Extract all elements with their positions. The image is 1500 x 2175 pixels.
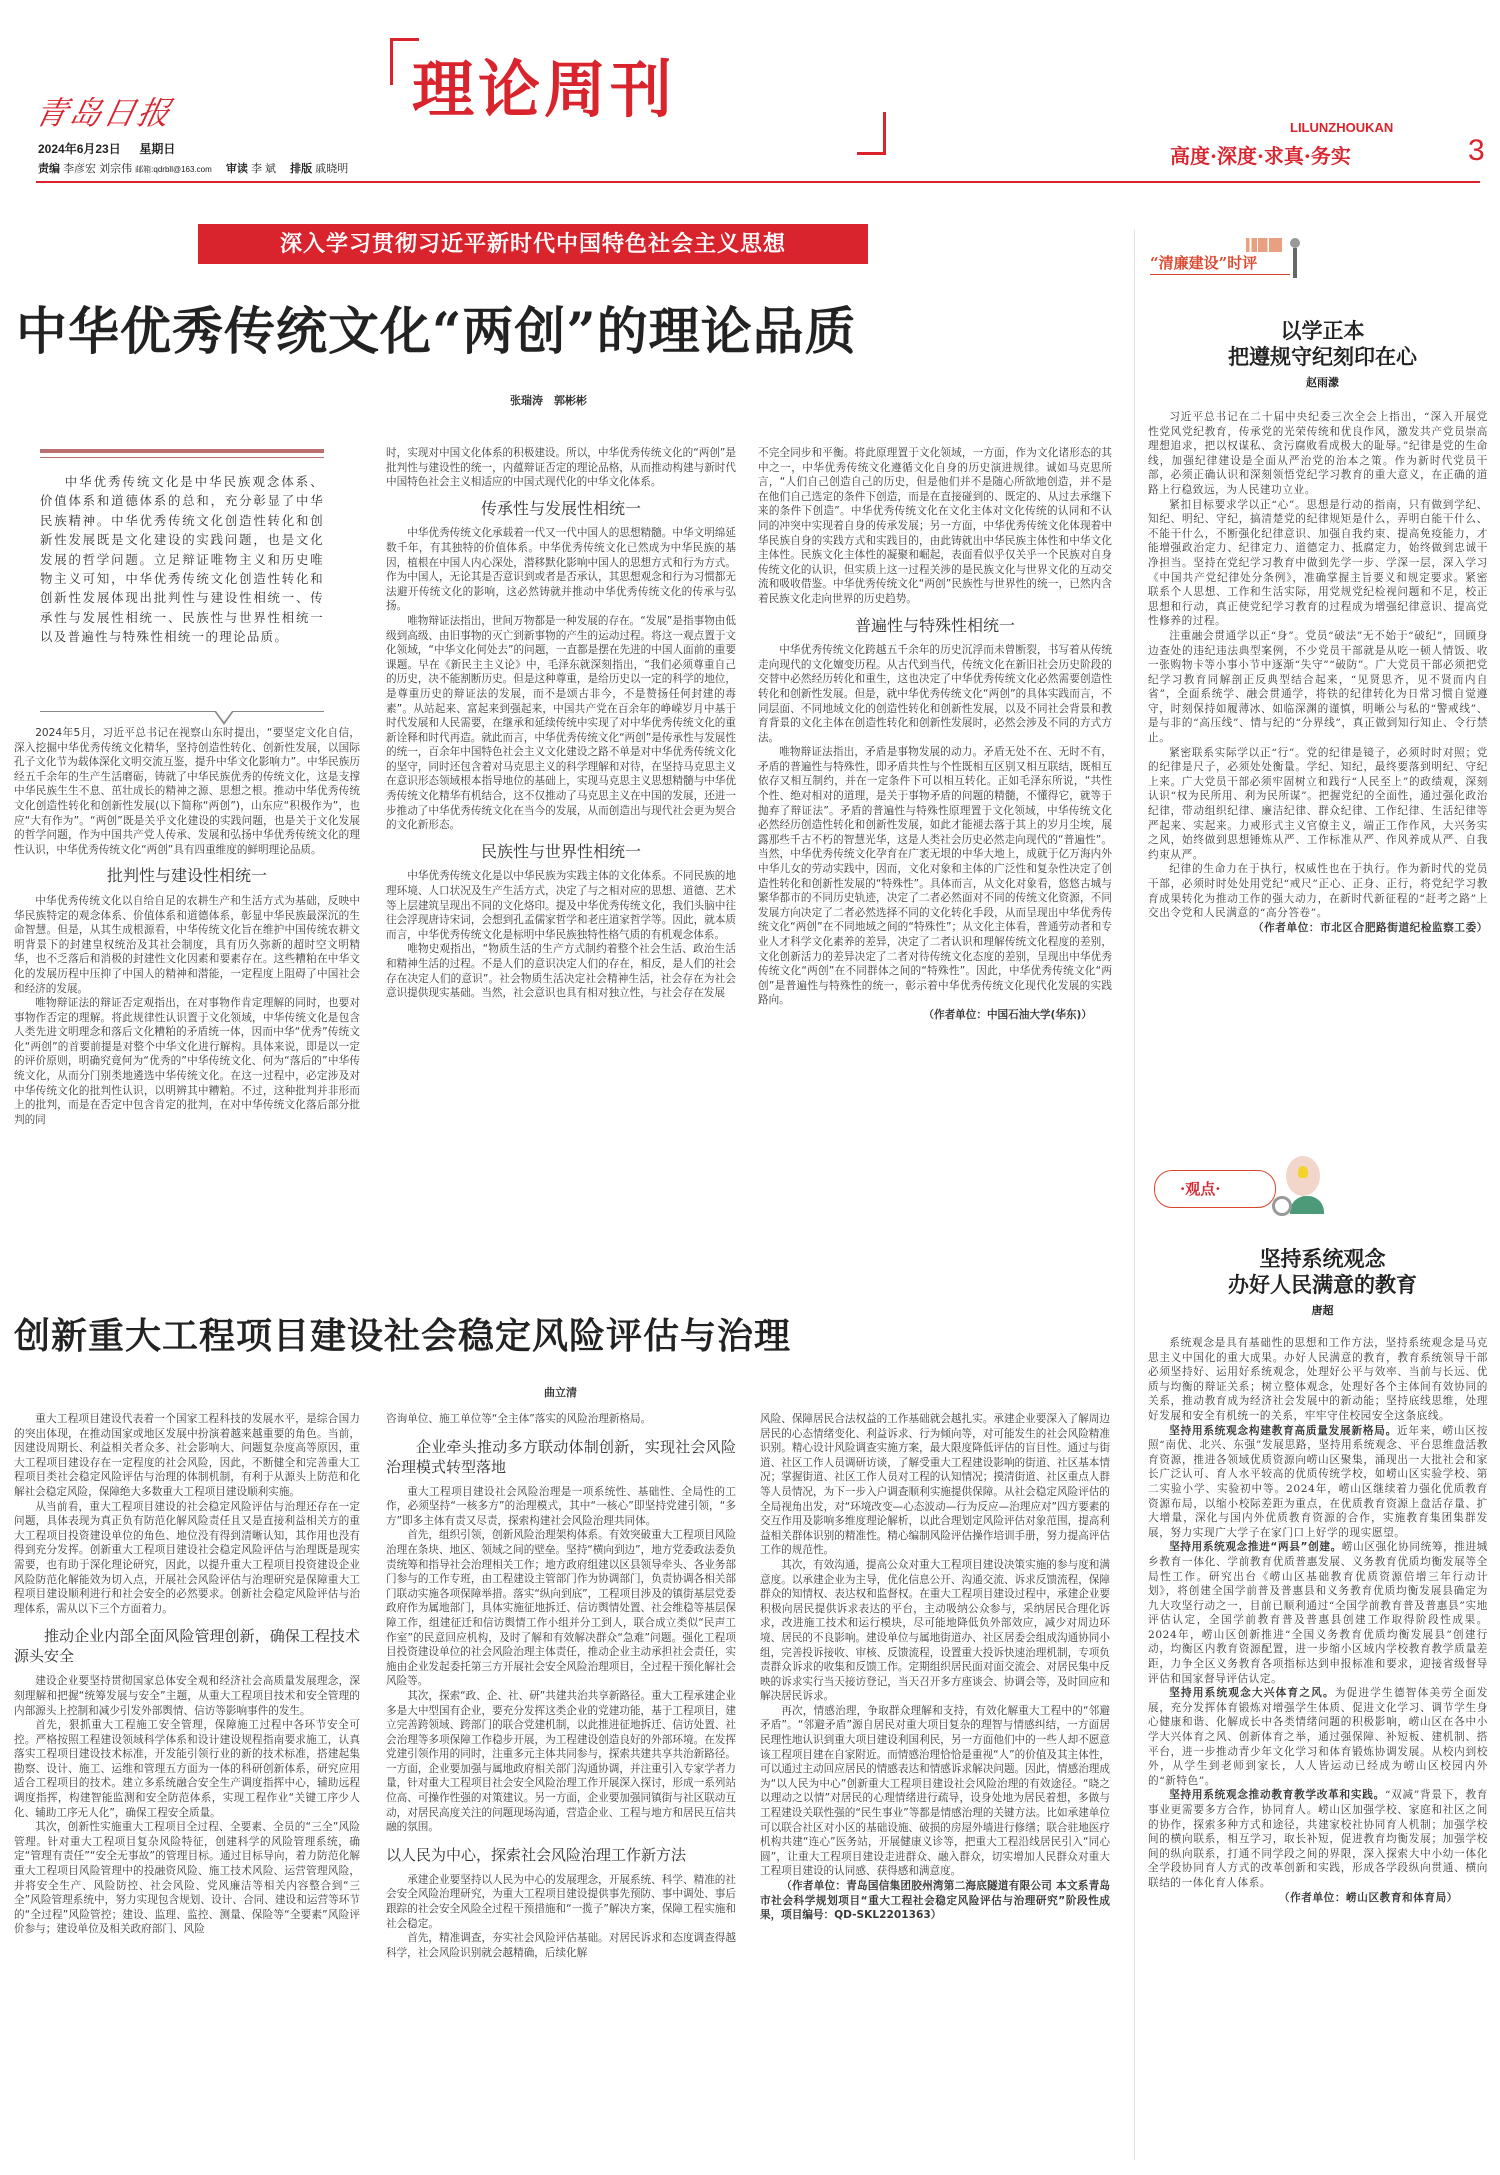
article1-column-1	[14, 726, 360, 1278]
article1-subheading-2: 传承性与发展性相统一	[480, 498, 641, 518]
article1-paragraph: 中华优秀传统文化承载着一代又一代中国人的思想精髓。中华文明绵延数千年，有其独特的价值体系。中华优秀传统文化已然成为中华民族的基因，植根在中国人内心深处，潜移默化影响中国人的思想方式和行为方式。作为中国人，无论其是否意识到或者是否承认，其思想观念和行为习惯都无法避开传统文化的影响，这必然铸就并推动中华优秀传统文化的传承与弘扬。	[386, 527, 736, 613]
sidebar1-paragraph: 紧扣目标要求学以正“心”。思想是行动的指南，只有做到学纪、知纪、明纪、守纪，搞清楚党的纪律规矩是什么，弄明白能干什么、不能干什么，不断强化纪律意识、加强自我约束、提高免疫能力，才能增强政治定力、纪律定力、道德定力、抵腐定力，始终做到忠诚干净担当。坚持在党纪学习教育中做到先学一步、学深一层，深入学习《中国共产党纪律处分条例》，准确掌握主旨要义和规定要求。紧密联系个人思想、工作和生活实际，用党规党纪检视问题和不足，校正思想和行动，真正使党纪学习教育的过程成为增强纪律意识、提高党性修养的过程。	[1148, 498, 1488, 628]
section-pinyin: LILUNZHOUKAN	[1290, 120, 1394, 135]
article2-paragraph: 首先，组织引领，创新风险治理架构体系。有效突破重大工程项目风险治理在条块、地区、领域之间的壁垒。坚持“横向到边”，地方党委政法委负责统筹和指导社会治理相关工作；地方政府组建以区县领导牵头、各业务部门参与的工作专班，由工程建设主管部门作为协调部门，负责协调各相关部门联动实施各项保障举措。落实“纵向到底”，工程项目涉及的镇街基层党委政府作为属地部门，具体实施征地拆迁、信访舆情处置、社会维稳等基层保障工作，组建征迁和信访舆情工作小组并分工到人，联合成立类似“民声工作室”的民意回应机构，及时了解和有效解决群众“急难”问题。强化工程项目投资建设单位的社会风险治理主体责任，推动企业主动承担社会责任，实施由企业发起委托第三方开展社会安全风险治理项目，全过程干预化解社会风险等。	[386, 1529, 736, 1688]
sidebar1-title-line2: 把遵规守纪刻印在心	[1228, 344, 1417, 369]
sidebar2-author: 唐超	[1311, 1304, 1334, 1317]
section-slogan: 高度·深度·求真·务实	[1170, 144, 1351, 168]
sidebar1-title-line1: 以学正本	[1280, 318, 1365, 343]
sidebar2-item-lead: 坚持用系统观念推动教育教学改革和实践。	[1169, 1789, 1385, 1802]
article2-paragraph: 重大工程项目建设社会风险治理是一项系统性、基础性、全局性的工作，必须坚持“一核多方”的治理模式，其中“一核心”即坚持党建引领，“多方”即多主体有责又尽责，探索构建社会风险治理共同体。	[386, 1485, 736, 1527]
issue-date-line	[38, 140, 175, 157]
sidebar2-column-tag	[1154, 1156, 1324, 1216]
column-divider	[1134, 230, 1135, 2160]
article2-column-2	[386, 1412, 736, 2170]
sidebar2-tag-text: ·观点·	[1180, 1180, 1221, 1198]
article1-paragraph: 唯物辩证法指出，世间万物都是一种发展的存在。“发展”是指事物由低级到高级、由旧事物的灭亡到新事物的产生的运动过程。将这一观点置于文化领域，“中华文化何处去”的问题，一直都是摆在先进的中国人面前的重要课题。早在《新民主主义论》中，毛泽东就深刻指出，“我们必须尊重自己的历史，决不能割断历史。但是这种尊重，是给历史以一定的科学的地位，是尊重历史的辩证法的发展，而不是颂古非今，不是赞扬任何封建的毒素”。从站起来、富起来到强起来，中国共产党在百余年的峥嵘岁月中基于时代发展和人民需要，在继承和延续传统中实现了对中华优秀传统文化的重新诠释和时代再造。就此而言，中华优秀传统文化“两创”是传承性与发展性的统一，百余年中国特色社会主义文化建设之路不单是对中华优秀传统文化的坚守，同时还包含着对马克思主义的科学理解和对待，在坚持马克思主义在意识形态领域根本指导地位的基础上，实现马克思主义思想精髓与中华优秀传统文化精华有机结合，这不仅推动了马克思主义在中国的发展，还进一步推动了中华优秀传统文化在当今的发展，从而创造出与现代社会更为契合的文化新形态。	[386, 614, 736, 832]
sidebar2-item-text: 近年来，崂山区按照“南优、北兴、东强”发展思路，坚持用系统观念、平台思维盘活教育资源，推进各领域优质资源向崂山区聚集，涌现出一大批社会和家长广泛认可、育人水平较高的优质传统学校，如崂山区实验学校、第二实验小学、实验初中等。2024年，崂山区继续着力强化优质教育资源布局，以缩小校际差距为重点，在优质教育资源上盘活存量、扩大增量，深化与国内外优质教育资源的合作，实施教育集团集群发展，努力实现广大学子在家门口上好学的现实愿望。	[1148, 1424, 1488, 1539]
sidebar1-paragraph: 紧密联系实际学以正“行”。党的纪律是镜子，必须时时对照；党的纪律是尺子，必须处处衡量。学纪、知纪，最终要落到明纪、守纪上来。广大党员干部必须牢固树立和践行“人民至上”的政绩观，深刻认识“权为民所用、利为民所谋”。把握党纪的全面性，通过强化政治纪律，带动组织纪律、廉洁纪律、群众纪律、工作纪律、生活纪律等严起来、实起来。力戒形式主义官僚主义，端正工作作风，大兴务实之风，始终做到思想锤炼从严、工作标准从严、作风养成从严、自我约束从严。	[1148, 746, 1488, 861]
sidebar1-paragraph: 习近平总书记在二十届中央纪委三次全会上指出，“深入开展党性党风党纪教育，传承党的光荣传统和优良作风，激发共产党员崇高理想追求，把以权谋私、贪污腐败看成极大的耻辱。”纪律是党的生命线，加强纪律建设是全面从严治党的治本之策。作为新时代党员干部，必须正确认识和深刻领悟党纪学习教育的重大意义，在正确的道路上行稳致远，为人民建功立业。	[1148, 411, 1488, 496]
sidebar1-title	[1150, 318, 1495, 390]
editors-label: 责编	[38, 163, 60, 175]
sidebar1-paragraph: 注重融会贯通学以正“身”。党员“破法”无不始于“破纪”，回顾身边查处的违纪违法典型案例，不少党员干部就是从吃一顿人情饭、收一张购物卡等小事小节中逐渐“失守”“破防”。广大党员干部必须把党纪学习教育同解剖正反典型结合起来，“见贤思齐，见不贤而内自省”，全面系统学、融会贯通学，将铁的纪律转化为日常习惯自觉遵守，时刻保持如履薄冰、如临深渊的谨慎，明晰公与私的“警戒线”、是与非的“高压线”、情与纪的“分界线”，真正做到知行知止、令行禁止。	[1148, 629, 1488, 745]
proof-name: 李 斌	[250, 163, 277, 175]
article1-paragraph: 唯物辩证法指出，矛盾是事物发展的动力。矛盾无处不在、无时不有，矛盾的普遍性与特殊性，即矛盾共性与个性既相互区别又相互联结，既相互依存又相互制约，并在一定条件下可以相互转化。正如毛泽东所说，“共性个性、绝对相对的道理，是关于事物矛盾的问题的精髓，不懂得它，就等于抛弃了辩证法”。矛盾的普遍性与特殊性原理置于文化领域，中华传统文化必然经历创造性转化和创新性发展，如此才能褪去落于其上的岁月尘埃，展露那些千古不朽的智慧光华，这是人类社会历史必然走向现代的“普遍性”。当然，中华优秀传统文化孕育在广袤无垠的中华大地上，成就于亿万海内外中华儿女的劳动实践中，因而，文化对象和主体的广泛性和复杂性决定了创造性转化和创新性发展的“特殊性”。具体而言，从文化对象看，悠悠古城与繁华都市的不同历史轨迹，决定了二者必然面对不同的传统文化资源，不同发展方向决定了二者必然选择不同的文化转化手段，从而呈现出中华优秀传统文化“两创”在不同地域之间的“特殊性”；从文化主体看，普通劳动者和专业人才科学文化素养的差异，决定了二者认识和理解传统文化程度的差别，文化创新活力的差异决定了二者对待传统文化态度的差别，呈现出中华优秀传统文化“两创”在不同群体之间的“特殊性”。因此，中华优秀传统文化“两创”是普遍性与特殊性的统一，彰示着中华优秀传统文化现代化发展的实践路向。	[758, 746, 1112, 1007]
article2-paragraph: 风险、保障居民合法权益的工作基础就会越扎实。承建企业要深入了解周边居民的心态情绪变化、利益诉求、行为倾向等，对可能发生的社会风险精准识别。精心设计风险调查实施方案，最大限度降低评估的盲目性。通过与街道、社区工作人员调研访谈，了解受重大工程建设影响的街道、社区基本情况；掌握街道、社区工作人员对工程的认知情况；摸清街道、社区重点人群等人员情况，为下一步入户调查顺利实施提供保障。从社会稳定风险评估的全局视角出发，对“环境改变—心态波动—行为反应—治理应对”四方要素的交互作用及影响多维度理论解析，以此合理划定风险评估对象范围，提高利益相关群体识别的精准性。精心编制风险评估操作培训手册，努力提高评估工作的规范性。	[760, 1413, 1110, 1557]
sidebar2-item-text: 为促进学生德智体美劳全面发展，充分发挥体育锻炼对增强学生体质、促进文化学习、调节学生身心健康和谐、化解成长中各类情绪问题的积极影响，崂山区在各中小学大兴体育之风、创新体育之举，通过强保障、补短板、建机制、搭平台，进一步推动青少年文化学习和体育锻炼协调发展。从校内到校外，从学生到老师到家长，人人皆运动已经成为崂山区校园内外的“新特色”。	[1148, 1687, 1488, 1787]
sidebar2-item	[1148, 1424, 1488, 1541]
sidebar2-intro: 系统观念是具有基础性的思想和工作方法，坚持系统观念是马克思主义中国化的重大成果。办好人民满意的教育，教育系统领导干部必须坚持好、运用好系统观念，处理好公平与效率、当前与长远、优质与均衡的辩证关系；树立整体观念，处理好各个主体间有效协同的关系，推动教育成为经济社会发展中的新动能；坚持底线思维，处理好发展和安全有机统一的关系，牢牢守住校园安全这条底线。	[1148, 1337, 1488, 1422]
abstract-bottom-rule	[40, 711, 324, 712]
article1-paragraph: 中华优秀传统文化以自给自足的农耕生产和生活方式为基础，反映中华民族特定的观念体系、价值体系和道德体系，彰显中华民族最深沉的生命智慧。但是，从其生成根源看，中华传统文化旨在维护中国传统农耕文明背景下的封建皇权统治及其社会制度，具有历久弥新的超时空文明精华，也不乏落后和消极的封建性文化因素和要素存在。这些糟粕在中华文化的发展历程中压抑了中国人的精神和潜能，一定程度上阻碍了中国社会和经济的发展。	[14, 894, 360, 995]
article2-paragraph: 重大工程项目建设代表着一个国家工程科技的发展水平，是综合国力的突出体现，在推动国家或地区发展中扮演着越来越重要的角色。当前，因建设周期长、利益相关者众多、社会影响大、问题复杂度高等原因，重大工程项目建设存在一定程度的社会风险，因此，不断健全和完善重大工程项目类社会稳定风险评估与治理的体制机制，有利于从源头上防范和化解社会稳定风险，保障绝大多数重大工程项目建设顺利实施。	[14, 1413, 360, 1498]
editors-names: 李彦宏 刘宗伟	[63, 163, 133, 175]
bracket-close	[857, 112, 886, 155]
article2-paragraph: 首先，精准调查，夯实社会风险评估基础。对居民诉求和态度调查得越科学，社会风险识别就会越精确，后续化解	[386, 1932, 736, 1959]
editor-email: 邮箱:qdrbll@163.com	[135, 165, 212, 174]
article2-paragraph: 咨询单位、施工单位等“全主体”落实的风险治理新格局。	[386, 1413, 652, 1425]
sidebar2-item	[1148, 1788, 1488, 1890]
sidebar2-item	[1148, 1540, 1488, 1686]
sidebar2-item-lead: 坚持用系统观念推进“两县”创建。	[1169, 1541, 1342, 1554]
page-number: 3	[1468, 134, 1485, 167]
article2-title: 创新重大工程项目建设社会稳定风险评估与治理	[14, 1315, 792, 1357]
sidebar1-body	[1148, 410, 1488, 1130]
newspaper-logo: 青岛日报	[31, 94, 176, 132]
city-skyline-icon	[1246, 238, 1282, 252]
article1-affiliation: （作者单位：中国石油大学(华东)）	[923, 1008, 1092, 1021]
article2-column-1	[14, 1412, 360, 2170]
sidebar2-item-lead: 坚持用系统观念构建教育高质量发展新格局。	[1169, 1424, 1398, 1437]
sidebar2-item	[1148, 1686, 1488, 1788]
sidebar2-title	[1150, 1246, 1495, 1318]
masthead-rule	[36, 181, 1480, 183]
article2-paragraph: 建设企业要坚持贯彻国家总体安全观和经济社会高质量发展理念，深刻理解和把握“统筹发展与安全”主题，从重大工程项目技术和安全管理的内部源头上控制和减少引发外部舆情、信访等影响事件的发生。	[14, 1675, 360, 1717]
sidebar2-item-text: “双减”背景下，教育事业更需要多方合作，协同育人。崂山区加强学校、家庭和社区之间的协作，探索多种方式和途径，共建家校社协同育人机制；加强学校间的横向联系，相互学习，取长补短，促进教育均衡发展；加强学校间的纵向联系，打通不同学段之间的界限，深入探索大中小幼一体化全学段协同育人方式的改革创新和实践，形成各学段纵向贯通、横向联结的一体化育人体系。	[1148, 1789, 1488, 1889]
issue-weekday: 星期日	[139, 142, 176, 156]
section-title: 理论周刊	[412, 53, 677, 126]
article2-subheading-1: 推动企业内部全面风险管理创新，确保工程技术源头安全	[14, 1627, 360, 1666]
issue-date: 2024年6月23日	[38, 142, 121, 156]
article1-authors: 张瑞涛 郭彬彬	[510, 394, 587, 407]
theme-banner	[198, 224, 868, 264]
thinker-body-icon	[1290, 1196, 1324, 1214]
article1-paragraph: 中华优秀传统文化是以中华民族为实践主体的文化体系。不同民族的地理环境、人口状况及生产生活方式，决定了与之相对应的思想、道德、艺术等上层建筑呈现出不同的文化烙印。提及中华优秀传统文化，我们头脑中往往会浮现唐诗宋词，会想到孔孟儒家哲学和老庄道家哲学等。因此，就本质而言，中华优秀传统文化是标明中华民族独特性格气质的有机观念体系。	[386, 870, 736, 941]
abstract-top-rule-thin	[40, 457, 324, 458]
article2-paragraph: 承建企业要坚持以人民为中心的发展理念，开展系统、科学、精准的社会安全风险治理研究，为重大工程项目建设提供事先预防、事中调处、事后跟踪的社会安全风险全过程干预措施和“一揽子”解决方案，保障工程实施和社会稳定。	[386, 1873, 736, 1930]
magnifier-icon	[1272, 1196, 1292, 1216]
sidebar1-affiliation: （作者单位：市北区合肥路街道纪检监察工委）	[1252, 921, 1488, 934]
article2-column-3	[760, 1412, 1110, 2170]
article1-abstract-box	[40, 449, 324, 737]
article1-paragraph: 唯物史观指出，“物质生活的生产方式制约着整个社会生活、政治生活和精神生活的过程。不是人们的意识决定人们的存在，相反，是人们的社会存在决定人们的意识”。社会物质生活决定社会精神生活，社会存在为社会意识提供现实基础。当然，社会意识也具有相对独立性，与社会存在发展	[386, 943, 736, 1000]
article1-paragraph: 不完全同步和平衡。将此原理置于文化领域，一方面，作为文化诸形态的其中之一，中华优秀传统文化遵循文化自身的历史演进规律。诚如马克思所言，“人们自己创造自己的历史，但是他们并不是随心所欲地创造，并不是在他们自己选定的条件下创造，而是在直接碰到的、既定的、从过去承继下来的条件下创造”。中华优秀传统文化在文化主体对文化传统的认同和不认同的冲突中实现着自身的传承发展；另一方面，中华优秀传统文化体现着中华民族自身的实践方式和实践目的，由此铸就出中华民族主体性和中华文化主体性。民族文化主体性的凝聚和崛起，表面看似乎仅关乎一个民族对自身传统文化的认识，但实质上这一过程关涉的是民族文化与世界文化的互动交流和吸收借鉴。中华优秀传统文化“两创”民族性与世界性的统一，已然内含着民族文化走向世界的历史趋势。	[758, 447, 1112, 605]
sidebar2-body	[1148, 1336, 1488, 2166]
article1-paragraph: 时，实现对中国文化体系的积极建设。所以，中华优秀传统文化的“两创”是批判性与建设性的统一，内蕴辩证否定的理论品格，从而推动构建与新时代中国特色社会主义相适应的中国式现代化的中华文化体系。	[386, 447, 736, 489]
sidebar1-column-tag	[1150, 238, 1310, 278]
sidebar2-affiliation: （作者单位：崂山区教育和体育局）	[1278, 1891, 1458, 1904]
layout-label: 排版	[290, 163, 313, 175]
article1-subheading-4: 普遍性与特殊性相统一	[854, 615, 1015, 635]
article1-column-3	[758, 446, 1112, 1278]
article1-subheading-1: 批判性与建设性相统一	[106, 866, 267, 886]
masthead	[0, 0, 1500, 190]
sidebar2-title-line2: 办好人民满意的教育	[1228, 1272, 1417, 1297]
lightbulb-icon	[1298, 1166, 1308, 1178]
layout-name: 戚晓明	[315, 163, 349, 175]
sidebar1-author: 赵雨濛	[1306, 376, 1339, 389]
article2-affiliation: （作者单位：青岛国信集团胶州湾第二海底隧道有限公司 本文系青岛市社会科学规划项目“重大工程社会稳定风险评估与治理研究”阶段性成果，项目编号：QD-SKL2201363）	[760, 1880, 1110, 1922]
article2-paragraph: 其次，创新性实施重大工程项目全过程、全要素、全员的“三全”风险管理。针对重大工程项目复杂风险特征，创建科学的风险管理系统，确定“管理有责任”“安全无事故”的管理目标。通过目标导向，着力防范化解重大工程项目风险管理中的投融资风险、施工技术风险、运营管理风险，并将安全生产、风险防控、社会风险、党风廉洁等相关内容整合到“三全”风险管理系统中，努力实现包含规划、设计、合同、建设和运营等环节的“全过程”风险管控；建设、监理、监控、测量、保险等“全要素”风险评价参与；建设单位及相关政府部门、风险	[14, 1821, 360, 1936]
article1-paragraph: 唯物辩证法的辩证否定观指出，在对事物作肯定理解的同时，也要对事物作否定的理解。将此规律性认识置于文化领域，中华传统文化是包含人类先进文明理念和落后文化糟粕的矛盾统一体，因而中华“优秀”传统文化“两创”的首要前提是对整个中华文化进行解构。具体来说，即是以一定的评价原则，明确究竟何为“优秀的”中华传统文化、何为“落后的”中华传统文化，从而分门别类地遴选中华传统文化。在这一过程中，必定涉及对中华传统文化的批判性认识，以明辨其中糟粕。不过，这种批判并非形而上的批判，而是在否定中包含肯定的批判，在对中华传统文化落后部分批判的同	[14, 997, 360, 1126]
sidebar2-title-line1: 坚持系统观念	[1259, 1246, 1386, 1271]
article1-intro: 2024年5月，习近平总书记在视察山东时提出，“要坚定文化自信，深入挖掘中华优秀传统文化精华，坚持创造性转化、创新性发展，以国际孔子文化节为载体深化文明交流互鉴，提升中华文化影响力”。中华民族历经五千余年的生产生活磨砺，铸就了中华民族优秀的传统文化，这是支撑中华民族生生不息、茁壮成长的精神之源、思想之根。推动中华优秀传统文化创造性转化和创新性发展(以下简称“两创”)，山东应“积极作为”，也应“大有作为”。“两创”既是关乎文化建设的实践问题，也是关于文化发展的哲学问题，作为中国共产党人传承、发展和弘扬中华优秀传统文化的理性认识，中华优秀传统文化“两创”具有四重维度的鲜明理论品质。	[14, 727, 360, 856]
article2-author: 曲立清	[544, 1386, 577, 1399]
article2-paragraph: 从当前看，重大工程项目建设的社会稳定风险评估与治理还存在一定问题，具体表现为真正负有防范化解风险责任且又是直接利益相关方的重大工程项目投资建设单位的角色、地位没有得到清晰认知，其作用也没有得到充分发挥。创新重大工程项目建设社会稳定风险评估与治理既是现实需要，也有助于深化理论研究，因此，以提升重大工程项目投资建设企业风险防范化解能效为切入点，开展社会风险评估与治理研究是保障重大工程项目建设顺利进行和社会安全的必然要求。创新社会稳定风险评估与治理体系，需从以下三个方面着力。	[14, 1500, 360, 1615]
article2-subheading-2: 企业牵头推动多方联动体制创新，实现社会风险治理模式转型落地	[386, 1437, 736, 1476]
article2-paragraph: 再次，情感治理，争取群众理解和支持，有效化解重大工程中的“邻避矛盾”。“邻避矛盾”源自居民对重大项目复杂的理智与情感纠结，一方面居民理性地认识到重大项目建设利国利民，另一方面他们中的一些人却不愿意该工程项目建在自家附近。而情感治理恰恰是重视“人”的价值及其主体性，可以通过主动回应居民的情感表达和情感诉求解决问题。因此，情感治理成为“以人民为中心”创新重大工程项目建设社会风险治理的有效途径。“晓之以理动之以情”对居民的心理情绪进行疏导，设身处地为居民着想，多做与工程建设关联性强的“民生事业”等都是情感治理的关键方法。比如承建单位可以联合社区对小区的基础设施、破损的房屋外墙进行修缮；联合驻地医疗机构共建“连心”医务站，开展健康义诊等，把重大工程沿线居民引入“同心圆”，让重大工程项目建设走进群众、融入群众，切实增加人民群众对重大工程项目建设的认同感、获得感和满意度。	[760, 1704, 1110, 1878]
article1-subheading-3: 民族性与世界性相统一	[480, 841, 641, 861]
article1-title: 中华优秀传统文化“两创”的理论品质	[16, 302, 857, 362]
article1-paragraph: 中华优秀传统文化跨越五千余年的历史沉浮而未曾断裂，书写着从传统走向现代的文化嬗变历程。从古代到当代，传统文化在新旧社会历史阶段的交替中必然经历转化和重生，这也决定了中华优秀传统文化必然需要创造性转化和创新性发展。但是，就中华优秀传统文化“两创”的具体实践而言，不同层面、不同地域文化的创造性转化和创新性发展，以及不同社会背景和教育背景的文化主体在创造性转化和创新性发展时，必然会涉及不同的方式方法。	[758, 644, 1112, 744]
editorial-credits	[38, 160, 348, 176]
abstract-top-rule	[40, 449, 324, 453]
sidebar2-item-lead: 坚持用系统观念大兴体育之风。	[1169, 1687, 1335, 1700]
article2-paragraph: 其次，探索“政、企、社、研”共建共治共享新路径。重大工程承建企业多是大中型国有企业，要充分发挥这类企业的党建功能，基于工程项目，建立完善跨领域、跨部门的联合党建机制，以此推进征地拆迁、信访处置、社会治理等多项保障工作稳步开展，为工程建设创造良好的外部环境。在发挥党建引领作用的同时，注重多元主体共同参与，探索共建共享共治新路径。一方面，企业要加强与属地政府相关部门沟通协调，并注重引入专家学者力量，针对重大工程项目社会安全风险治理工作开展深入探讨，形成一系列站位高、可操作性强的对策建议。另一方面，企业要加强同镇街与社区联动互动，对居民高度关注的问题现场沟通，营造企业、工程与地方和居民互信共融的氛围。	[386, 1689, 736, 1834]
sidebar1-tag-text: “清廉建设”时评	[1150, 254, 1258, 272]
microphone-icon	[1290, 238, 1300, 248]
article2-paragraph: 首先，狠抓重大工程施工安全管理，保障施工过程中各环节安全可控。严格按照工程建设领域科学体系和设计建设规程指南要求施工，认真落实工程项目建设技术标准，开发能引领行业的新的技术标准，搭建起集勘察、设计、施工、运维和管理五方面为一体的科研创新体系，研究应用适合工程项目的技术。建立多系统融合安全生产调度指挥中心，辅助远程调度指挥，构建智能监测和安全防范体系，实现工程作业“关键工序少人化、辅助工序无人化”，确保工程安全质量。	[14, 1719, 360, 1819]
article2-subheading-3: 以人民为中心，探索社会风险治理工作新方法	[386, 1845, 687, 1864]
proof-label: 审读	[225, 163, 248, 175]
article1-column-2	[386, 446, 736, 1278]
sidebar1-paragraph: 纪律的生命力在于执行，权威性也在于执行。作为新时代的党员干部，必须时时处处用党纪“戒尺”正心、正身、正行，将党纪学习教育成果转化为推动工作的强大动力，在新时代新征程的“赶考之路”上交出令党和人民满意的“高分答卷”。	[1148, 863, 1488, 920]
article1-abstract: 中华优秀传统文化是中华民族观念体系、价值体系和道德体系的总和，充分彰显了中华民族精神。中华优秀传统文化创造性转化和创新性发展既是文化建设的实践问题，也是文化发展的哲学问题。立足辩证唯物主义和历史唯物主义可知，中华优秀传统文化创造性转化和创新性发展体现出批判性与建设性相统一、传承性与发展性相统一、民族性与世界性相统一以及普遍性与特殊性相统一的理论品质。	[40, 474, 324, 645]
article2-paragraph: 其次，有效沟通，提高公众对重大工程项目建设决策实施的参与度和满意度。以承建企业为主导，优化信息公开、沟通交流、诉求反馈流程，保障群众的知情权、表达权和监督权。在重大工程项目建设过程中，承建企业要积极向居民提供诉求表达的平台，主动吸纳公众参与，采纳居民合理化诉求，改进施工技术和运行模块，尽可能地降低负外部效应，减少对周边环境、居民的不良影响。建设单位与属地街道办、社区居委会组成沟通协同小组，完善投诉接收、审核、反馈流程，设置重大投诉快速治理机制，专项负责群众诉求的收集和反馈工作。定期组织居民面对面交流会、对居民集中反映的诉求实行当天接访登记，当天召开多方座谈会、协调会等，及时回应和解决居民诉求。	[760, 1558, 1110, 1703]
sidebar2-item-text: 崂山区强化协同统筹，推进城乡教育一体化、学前教育优质普惠发展、义务教育优质均衡发展等全局性工作。研究出台《崂山区基础教育优质资源倍增三年行动计划》，将创建全国学前普及普惠县和义务教育优质均衡发展县确定为九大攻坚行动之一，目前已顺利通过“全国学前教育普及普惠县”实地评估认定，全国学前教育普及普惠县创建工作取得阶段性成果。2024年，崂山区创新推进“全国义务教育优质均衡发展县”创建行动，均衡区内教育资源配置，进一步缩小区域内学校教育教学质量差距，力争全区义务教育各项指标达到申报标准和要求，迎接省级督导评估和国家督导评估认定。	[1148, 1541, 1488, 1685]
theme-banner-text: 深入学习贯彻习近平新时代中国特色社会主义思想	[279, 231, 786, 257]
